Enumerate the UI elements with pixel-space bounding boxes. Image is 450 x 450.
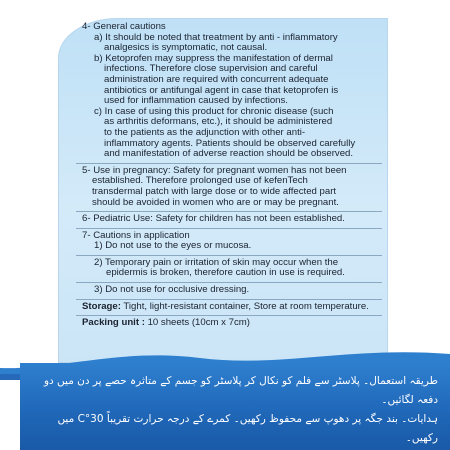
divider (76, 315, 382, 316)
section-pediatric: 6- Pediatric Use: Safety for children has not been established. (82, 213, 345, 225)
section-heading: 4- General cautions (82, 21, 166, 32)
divider (76, 211, 382, 212)
divider (76, 255, 382, 256)
caution-b: b) Ketoprofen may suppress the manifestation of dermal infections. Therefore close supervision and careful administration are required with concurrent adequate antibiotics or antifungal agent in case that ketoprofen is used for inflammation caused by infections. (94, 52, 339, 107)
packing-label: Packing unit : (82, 317, 145, 329)
caution-a: a) It should be noted that treatment by anti - inflammatory analgesics is symptomatic, not causal. (94, 31, 338, 54)
storage-label: Storage: (82, 300, 121, 312)
divider (76, 299, 382, 300)
section-general-cautions (82, 22, 382, 160)
storage-line: Storage: Tight, light-resistant container, Store at room temperature. (82, 300, 369, 312)
divider (76, 163, 382, 164)
section-application: 7- Cautions in application 1) Do not use to the eyes or mucosa. 2) Temporary pain or irritation of skin may occur when the epidermis is broken, therefore caution in use is required. 3) Do not use for occlusive dressing. (82, 231, 382, 296)
divider (76, 282, 382, 283)
section-pregnancy: 5- Use in pregnancy: Safety for pregnant women has not been established. Therefore prolonged use of kefenTech transdermal patch with large dose or to wide affected part should be avoided in women who are or may be pregnant. (82, 164, 347, 208)
urdu-storage-line: ہدایات۔ بند جگہ پر دھوپ سے محفوظ رکھیں۔ کمرے کے درجہ حرارت تقریباً 30°C میں رکھیں۔ (57, 413, 438, 444)
section-heading: 7- Cautions in application (82, 229, 190, 241)
urdu-usage-line: طریقہ استعمال۔ پلاسٹر سے فلم کو نکال کر پلاسٹر کو جسم کے متاثرہ حصے پر دن میں دو دفعہ لگائیں۔ (43, 375, 438, 406)
leaflet-text (82, 22, 382, 329)
urdu-instructions (34, 372, 438, 448)
packing-line: Packing unit : 10 sheets (10cm x 7cm) (82, 317, 250, 329)
divider (76, 228, 382, 229)
caution-c: c) In case of using this product for chronic disease (such as arthritis deformans, etc.), it should be administered to the patients as the adjunction with other anti- inflammatory agents. Patients should be observed carefully and manifestation of adverse reaction should be observed. (94, 105, 356, 160)
